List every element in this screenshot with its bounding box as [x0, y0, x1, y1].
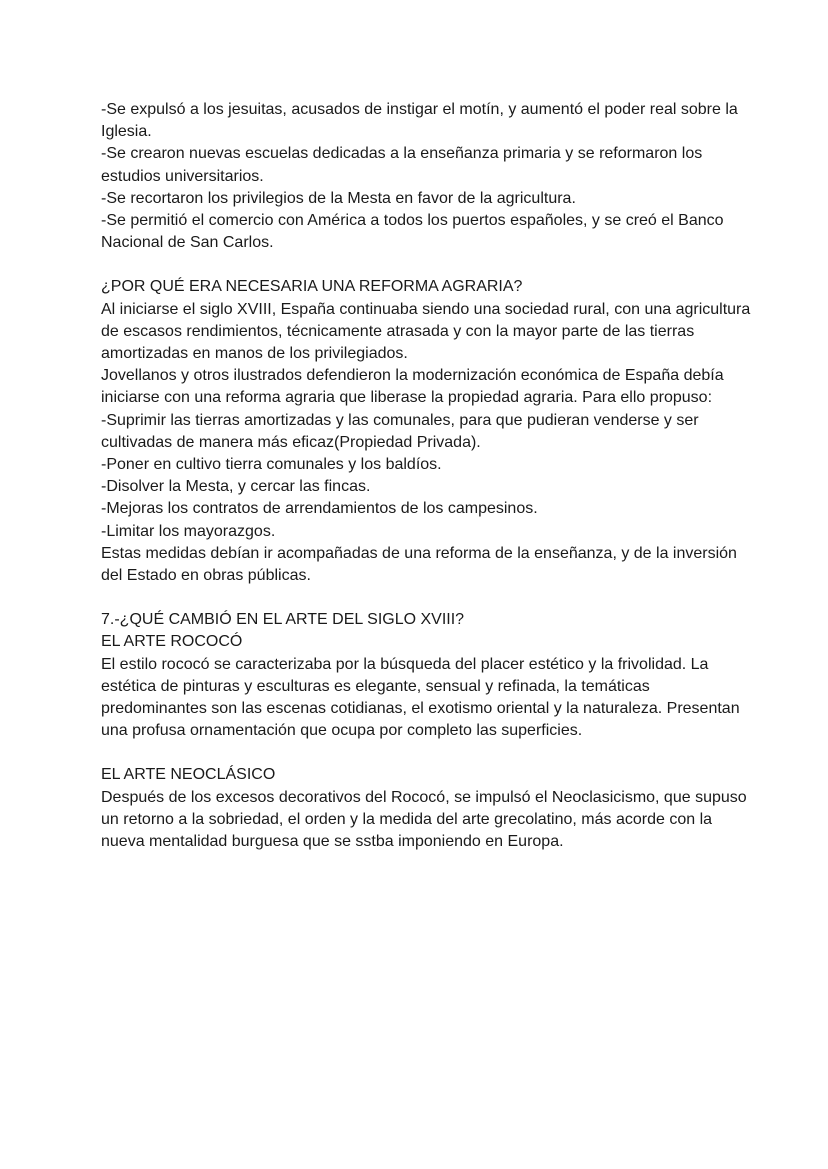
spacer [101, 587, 751, 609]
subheading-rococo: EL ARTE ROCOCÓ [101, 633, 243, 651]
proposal-item: -Poner en cultivo tierra comunales y los baldíos. [101, 456, 442, 474]
section-arte-neoclasico [101, 764, 751, 853]
document-page [101, 99, 751, 853]
proposal-item: -Suprimir las tierras amortizadas y las comunales, para que pudieran venderse y ser cultivadas de manera más eficaz(Propiedad Privada). [101, 411, 699, 451]
paragraph-rococo: El estilo rococó se caracterizaba por la búsqueda del placer estético y la frivolidad. La estética de pinturas y esculturas es elegante, sensual y refinada, la temáticas predominantes son las escenas cotidianas, el exotismo oriental y la naturaleza. Presentan una profusa ornamentación que ocupa por completo las superficies. [101, 655, 740, 740]
paragraph-agraria-conclusion: Estas medidas debían ir acompañadas de una reforma de la enseñanza, y de la inversión del Estado en obras públicas. [101, 544, 737, 585]
reform-item-jesuitas: -Se expulsó a los jesuitas, acusados de instigar el motín, y aumentó el poder real sobre la Iglesia. [101, 101, 738, 141]
reform-item-comercio: -Se permitió el comercio con América a todos los puertos españoles, y se creó el Banco Nacional de San Carlos. [101, 212, 724, 252]
section-arte-rococo [101, 609, 751, 742]
reform-list [101, 99, 751, 254]
proposal-item: -Limitar los mayorazgos. [101, 522, 276, 540]
paragraph-neoclasico: Después de los excesos decorativos del Rococó, se impulsó el Neoclasicismo, que supuso un retorno a la sobriedad, el orden y la medida del arte grecolatino, más acorde con la nueva mentalidad burguesa que se sstba imponiendo en Europa. [101, 788, 747, 851]
proposal-item: -Disolver la Mesta, y cercar las fincas. [101, 478, 371, 496]
subheading-neoclasico: EL ARTE NEOCLÁSICO [101, 766, 276, 784]
reform-item-escuelas: -Se crearon nuevas escuelas dedicadas a la enseñanza primaria y se reformaron los estudios universitarios. [101, 145, 703, 185]
section-heading-arte: 7.-¿QUÉ CAMBIÓ EN EL ARTE DEL SIGLO XVIII? [101, 611, 465, 629]
paragraph-agraria-intro: Al iniciarse el siglo XVIII, España continuaba siendo una sociedad rural, con una agricultura de escasos rendimientos, técnicamente atrasada y con la mayor parte de las tierras amortizadas en manos de los privilegiados. [101, 300, 751, 363]
paragraph-jovellanos: Jovellanos y otros ilustrados defendieron la modernización económica de España debía iniciarse con una reforma agraria que liberase la propiedad agraria. Para ello propuso: [101, 367, 724, 407]
spacer [101, 742, 751, 764]
section-reforma-agraria [101, 276, 751, 587]
proposal-item: -Mejoras los contratos de arrendamientos de los campesinos. [101, 500, 538, 518]
reform-item-mesta: -Se recortaron los privilegios de la Mesta en favor de la agricultura. [101, 189, 576, 207]
section-heading-agraria: ¿POR QUÉ ERA NECESARIA UNA REFORMA AGRARIA? [101, 278, 523, 296]
spacer [101, 254, 751, 276]
